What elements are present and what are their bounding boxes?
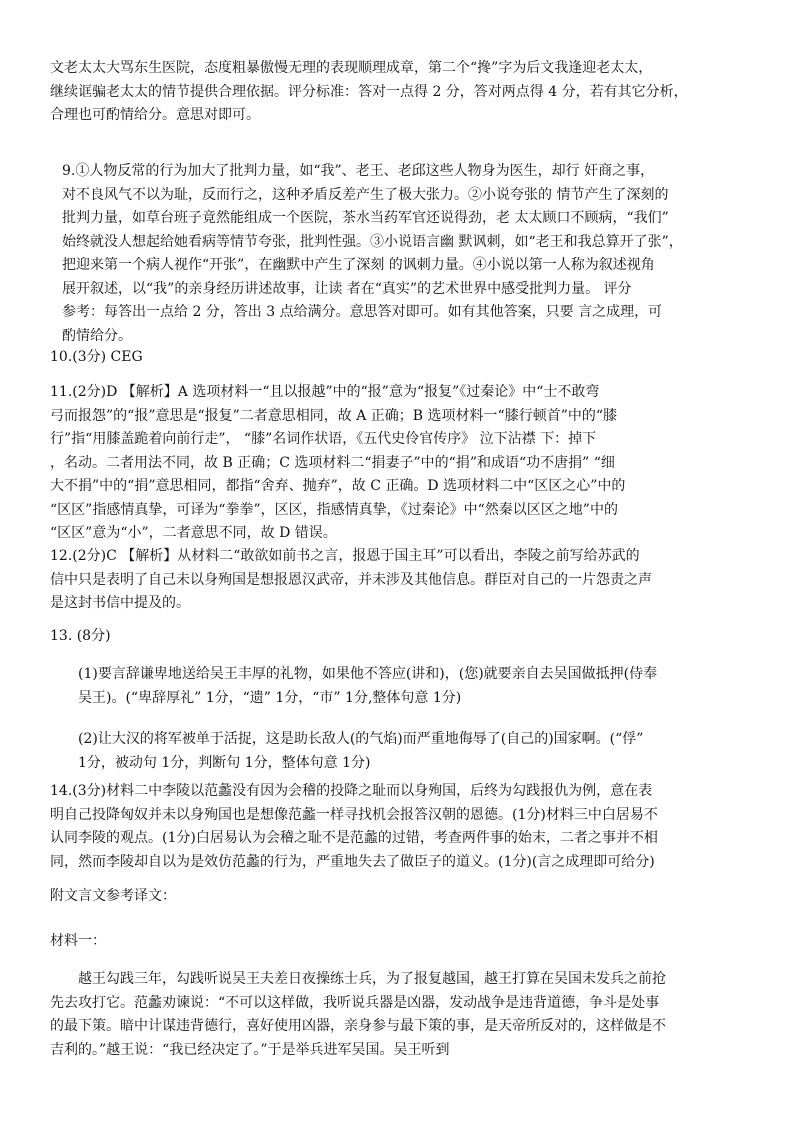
material-1-body: 越王勾践三年，勾践听说吴王夫差日夜操练士兵，为了报复越国，越王打算在吴国未发兵之前抢 先去攻打它。范蠡劝谏说：“不可以这样做，我听说兵器是凶器，发动战争是违背道德，争斗是处事 的最下策。暗中计谋违背德行，喜好使用凶器，亲身参与最下策的事，是天帝所反对的，这样做是不 吉利的。”越王说：“我已经决定了。”于是举兵进军吴国。吴王听到 — [50, 971, 666, 1058]
answer-13-part-1: (1)要言辞谦卑地送给吴王丰厚的礼物，如果他不答应(讲和)，(您)就要亲自去吴国做抵押(侍奉 吴王)。(“卑辞厚礼” 1分，“遗” 1分，“市” 1分,整体句意 1分) — [78, 666, 658, 706]
appendix-heading: 附文言文参考译文： — [50, 888, 176, 904]
intro-paragraph: 文老太太大骂东生医院，态度粗暴傲慢无理的表现顺理成章，第二个“搀”字为后文我逢迎老太太， 继续诓骗老太太的情节提供合理依据。评分标准：答对一点得 2 分，答对两点得 4 分，若有其它分析， 合理也可酌情给分。意思对即可。 — [50, 60, 688, 123]
answer-11: 11.(2分)D 【解析】A 选项材料一“且以报越”中的“报”意为“报复”《过秦论》中“士不敢弯 弓而报怨”的“报”意思是“报复”二者意思相同，故 A 正确；B 选项材料一“膝行顿首”中的“膝 行”指“用膝盖跪着向前行走”， “膝”名词作状语，《五代史伶官传序》 泣下沾襟 下：掉下 ，名动。二者用法不同，故 B 正确；C 选项材料二“捐妻子”中的“捐”和成语“功不唐捐” “细 大不捐”中的“捐”意思相同，都指“舍弃、抛弃”，故 C 正确。D 选项材料二中“区区之心”中的 “区区”指感情真挚，可译为“拳拳”，区区，指感情真挚，《过秦论》中“然秦以区区之地”中的 “区区”意为“小”，二者意思不同，故 D 错误。 — [50, 384, 626, 541]
answer-10: 10.(3分) CEG — [50, 349, 143, 365]
answer-13-part-2: (2)让大汉的将军被单于活捉，这是助长敌人(的气焰)而严重地侮辱了(自己的)国家啊。(“俘” 1分，被动句 1分，判断句 1分，整体句意 1分) — [78, 731, 644, 771]
answer-12: 12.(2分)C 【解析】从材料二“敢欲如前书之言，报恩于国主耳”可以看出，李陵之前写给苏武的 信中只是表明了自己未以身殉国是想报恩汉武帝，并未涉及其他信息。群臣对自己的一片怨责之声 是这封书信中提及的。 — [50, 548, 652, 611]
answer-13-title: 13. (8分) — [50, 628, 111, 644]
answer-14: 14.(3分)材料二中李陵以范蠡没有因为会稽的投降之耻而以身殉国，后终为勾践报仇为例，意在表 明自己投降匈奴并未以身殉国也是想像范蠡一样寻找机会报答汉朝的恩德。(1分)材料三中白居易不 认同李陵的观点。(1分)白居易认为会稽之耻不是范蠡的过错，考查两件事的始末，二者之事并不相 同，然而李陵却自以为是效仿范蠡的行为，严重地失去了做臣子的道义。(1分)(言之成理即可给分) — [50, 783, 658, 870]
answer-9: 9.①人物反常的行为加大了批判力量，如“我”、老王、老邱这些人物身为医生，却行 奸商之事， 对不良风气不以为耻，反而行之，这种矛盾反差产生了极大张力。②小说夸张的 情节产生了深刻的 批判力量，如草台班子竟然能组成一个医院，茶水当药军官还说得劲，老 太太顾口不顾病，“我们” 始终就没人想起给她看病等情节夸张，批判性强。③小说语言幽 默讽刺，如“老王和我总算开了张”， 把迎来第一个病人视作“开张”，在幽默中产生了深刻 的讽刺力量。④小说以第一人称为叙述视角 展开叙述，以“我”的亲身经历讲述故事，让读 者在“真实”的艺术世界中感受批判力量。 评分 参考：每答出一点给 2 分，答出 3 点给满分。意思答对即可。如有其他答案，只要 言之成理，可 酌情给分。 — [62, 163, 683, 344]
material-1-heading: 材料一： — [50, 933, 106, 949]
